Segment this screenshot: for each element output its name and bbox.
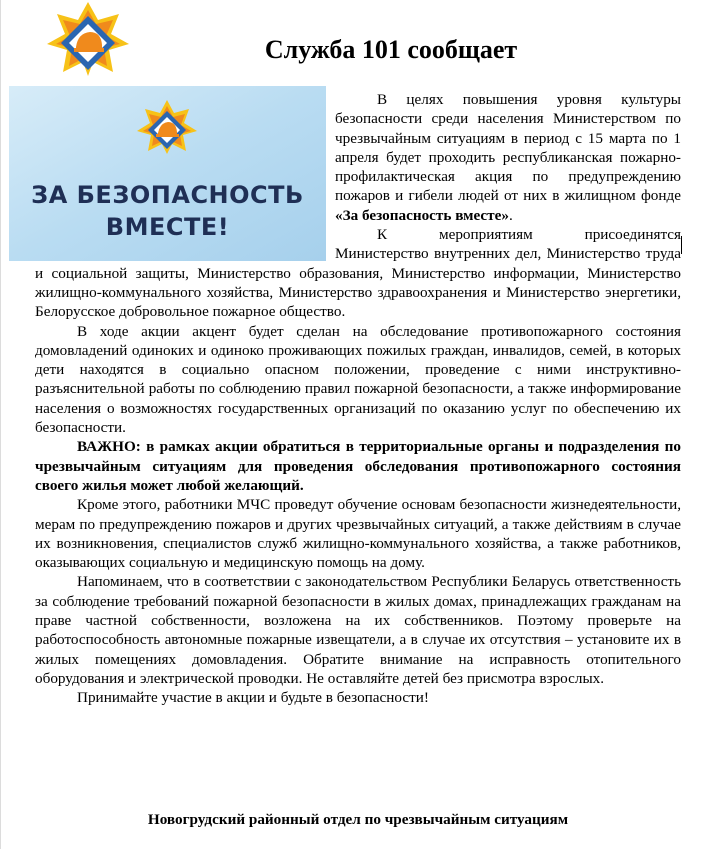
campaign-name: «За безопасность вместе»: [335, 206, 509, 224]
mchs-emblem-icon: [45, 0, 131, 76]
banner-slogan-line2: ВМЕСТЕ!: [105, 213, 230, 241]
paragraph-intro: В целях повышения уровня культуры безопасности среди населения Министерством по чрезвычайным ситуациям в период с 15 марта по 1 апреля будет проходить республиканская пожарно-профилактическая акция по предупреждению пожаров и гибели людей от них в жилищном фонде «За безопасность вместе».: [335, 91, 681, 224]
text-cursor: [681, 236, 682, 254]
signature-department: Новогрудский районный отдел по чрезвычайным ситуациям: [147, 811, 569, 828]
paragraph-training: Кроме этого, работники МЧС проведут обучение основам безопасности жизнедеятельности, мерам по предупреждению пожаров и других чрезвычайных ситуаций, а также действиям в случае их возникновения, специалистов служб жилищно-коммунального хозяйства, а также работников, оказывающих социальную и медицинскую помощь на дому.: [35, 496, 681, 572]
page-title: Служба 101 сообщает: [264, 35, 518, 64]
paragraph-reminder: Напоминаем, что в соответствии с законодательством Республики Беларусь ответственность за соблюдение требований пожарной безопасности в жилых домах, принадлежащих гражданам на праве частной собственности, возложена на их собственников. Поэтому проверьте на работоспособность автономные пожарные извещатели, а в случае их отсутствия – установите их в жилых помещениях домовладения. Обратите внимание на исправность отопительного оборудования и электрической проводки. Не оставляйте детей без присмотра взрослых.: [35, 573, 681, 687]
paragraph-closing: Принимайте участие в акции и будьте в безопасности!: [77, 689, 429, 707]
paragraph-important: ВАЖНО: в рамках акции обратиться в территориальные органы и подразделения по чрезвычайным ситуациям для проведения обследования противопожарного состояния своего жилья может любой желающий.: [35, 438, 681, 494]
paragraph-focus: В ходе акции акцент будет сделан на обследование противопожарного состояния домовладений одиноких и одиноко проживающих пожилых граждан, инвалидов, семей, в которых дети находятся в социально опасном положении, проведение с ними инструктивно-разъяснительной работы по соблюдению правил пожарной безопасности, а также информирование населения о возможностях государственных организаций по оказанию услуг по обеспечению их безопасности.: [35, 322, 681, 437]
paragraph-participants: К мероприятиям присоединятся Министерство внутренних дел, Министерство труда и социальной защиты, Министерство образования, Министерство информации, Министерство жилищно-коммунального хозяйства, Министерство здравоохранения и Министерство энергетики, Белорусское добровольное пожарное общество.: [35, 226, 681, 321]
article-body: [35, 90, 681, 708]
banner-slogan-line1: ЗА БЕЗОПАСНОСТЬ: [31, 181, 304, 209]
